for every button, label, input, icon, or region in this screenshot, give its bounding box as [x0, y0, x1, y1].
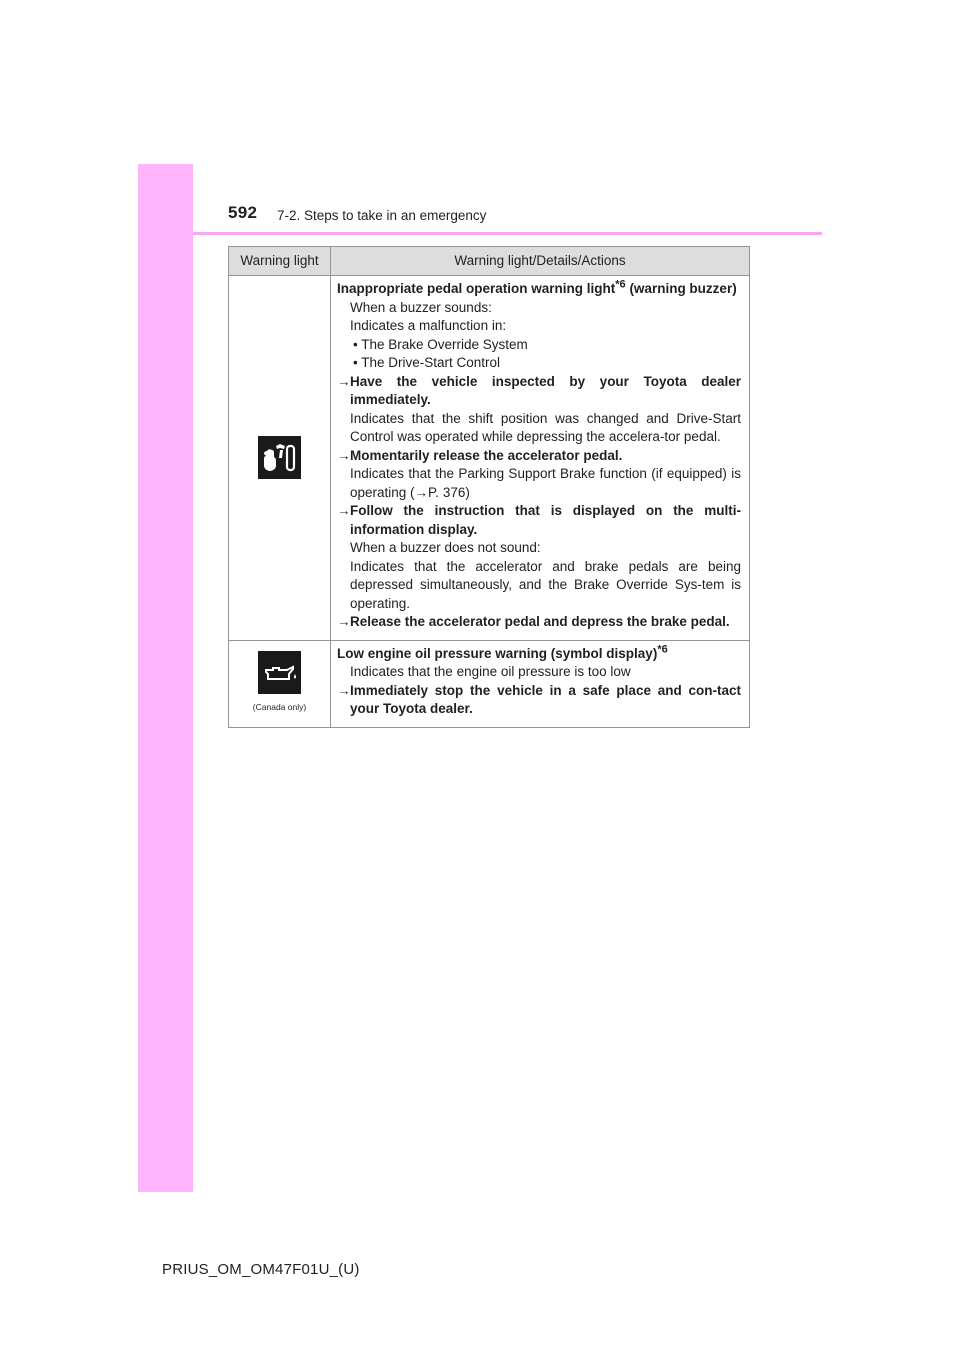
page-reference: P. 376)	[428, 484, 470, 500]
table-row	[229, 640, 750, 727]
detail-text: Indicates that the shift position was changed and Drive-Start Control was operated while depressing the accelera-tor pedal.	[350, 410, 741, 444]
arrow-icon: →	[337, 503, 351, 518]
document-id: PRIUS_OM_OM47F01U_(U)	[162, 1261, 360, 1278]
detail-text: Indicates a malfunction in:	[350, 318, 507, 333]
header-warning-light: Warning light	[229, 247, 331, 276]
side-tab-band	[138, 164, 193, 1192]
pedal-operation-warning-icon	[258, 436, 301, 479]
section-title: 7-2. Steps to take in an emergency	[277, 208, 487, 223]
arrow-icon: →	[337, 614, 351, 629]
detail-text: Indicates that the accelerator and brake pedals are being depressed simultaneously, and the Brake Override Sys-tem is operating.	[350, 558, 741, 611]
table-row	[229, 276, 750, 641]
arrow-icon: →	[337, 447, 351, 463]
warning-title: Inappropriate pedal operation warning light$^{*6}$ (warning buzzer)	[337, 278, 737, 296]
header-details: Warning light/Details/Actions	[331, 247, 750, 276]
detail-text: Indicates that the engine oil pressure is too low	[350, 664, 631, 679]
arrow-icon: →	[414, 484, 429, 500]
action-text: →Have the vehicle inspected by your Toyota dealer immediately.	[337, 373, 741, 407]
action-text: →Release the accelerator pedal and depress the brake pedal.	[337, 613, 741, 632]
canada-only-caption: (Canada only)	[252, 701, 307, 712]
header-rule	[193, 232, 822, 235]
bullet-item: • The Drive-Start Control	[353, 355, 501, 370]
action-text: →Momentarily release the accelerator pedal.	[337, 447, 741, 466]
description-cell	[331, 276, 750, 641]
condition-text: When a buzzer sounds:	[350, 299, 492, 315]
page-number: 592	[228, 203, 258, 222]
detail-text: Indicates that the Parking Support Brake function (if equipped) is operating (→P. 376)	[350, 466, 741, 500]
arrow-icon: →	[337, 373, 351, 389]
oil-pressure-warning-icon	[258, 651, 301, 694]
action-text: →Follow the instruction that is displayed on the multi-information display.	[337, 503, 741, 537]
action-text: →Immediately stop the vehicle in a safe place and con-tact your Toyota dealer.	[337, 682, 741, 716]
icon-cell	[229, 276, 331, 641]
condition-text: When a buzzer does not sound:	[350, 540, 541, 555]
warning-light-table	[228, 246, 750, 728]
bullet-item: • The Brake Override System	[353, 336, 528, 352]
icon-cell	[229, 640, 331, 727]
description-cell	[331, 640, 750, 727]
arrow-icon: →	[337, 682, 351, 698]
table-header-row	[229, 247, 750, 276]
warning-title: Low engine oil pressure warning (symbol display)$^{*6}$	[337, 643, 668, 661]
